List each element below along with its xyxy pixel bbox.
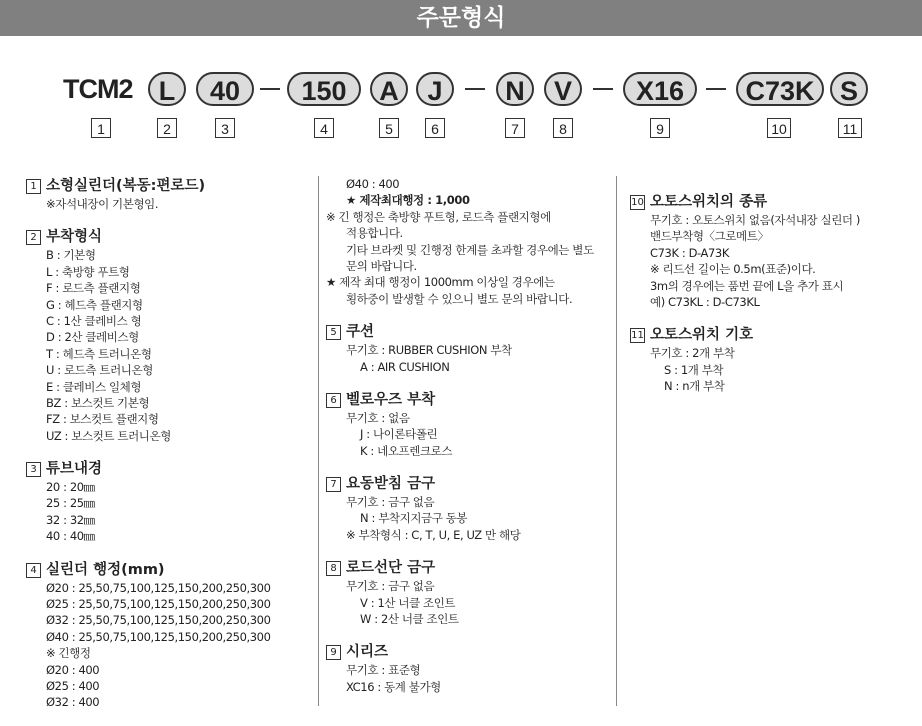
section-title: 실린더 행정(mm) [46, 561, 165, 578]
option-line: Ø32 : 400 [46, 695, 100, 710]
section-number: 10 [631, 197, 644, 208]
order-code-diagram [0, 68, 922, 138]
option-line: 무기호 : 표준형 [346, 663, 421, 678]
option-line: V : 1산 너클 조인트 [360, 595, 456, 610]
page-title: 주문형식 [0, 0, 922, 36]
segment-rod-end: V [544, 72, 582, 106]
section-title: 오토스위치 기호 [650, 327, 754, 344]
position-number: 11 [838, 118, 862, 138]
section-title: 쿠션 [346, 324, 375, 341]
column-divider [318, 176, 319, 706]
option-line: 무기호 : 2개 부착 [650, 346, 735, 361]
segment-auto-switch-type: C73K [736, 72, 824, 106]
section-title: 소형실린더(복동:편로드) [46, 178, 206, 194]
segment-bellows: J [416, 72, 454, 106]
option-line: 20 : 20㎜ [46, 480, 95, 495]
option-line: Ø40 : 400 [346, 177, 400, 191]
option-line: U : 로드측 트러니온형 [46, 363, 153, 378]
position-number: 8 [553, 118, 573, 138]
dash-separator [706, 88, 726, 90]
note-line: 예) C73KL : D-C73KL [650, 294, 760, 309]
position-number: 2 [157, 118, 177, 138]
dash-separator [465, 88, 485, 90]
option-line: UZ : 보스컷트 트러니온형 [46, 428, 171, 443]
section-title: 오토스위치의 종류 [650, 194, 768, 210]
option-line: 밴드부착형〈그로메트〉 [650, 229, 769, 244]
position-number: 10 [767, 118, 791, 138]
column-right [630, 192, 918, 410]
segment-bore: 40 [196, 72, 254, 106]
section-number: 4 [26, 563, 41, 578]
section-auto-switch-qty [630, 325, 918, 394]
option-line: 무기호 : 없음 [346, 410, 410, 425]
dash-separator [593, 88, 613, 90]
section-number: 1 [26, 179, 41, 194]
option-line: C73K : D-A73K [650, 245, 729, 260]
section-cushion [326, 322, 612, 375]
note-line: ※ 긴 행정은 축방향 푸트형, 로드측 플랜지형에 [326, 209, 551, 224]
section-number: 5 [326, 325, 341, 340]
option-line: N : 부착지지금구 동봉 [360, 511, 468, 526]
note-line: 기타 브라켓 및 긴행정 한계를 초과할 경우에는 별도 [346, 242, 594, 257]
section-title: 벨로우즈 부착 [346, 391, 436, 408]
section-bore [26, 459, 311, 545]
section-auto-switch-type [630, 192, 918, 310]
option-line: C : 1산 클레비스 형 [46, 313, 142, 328]
option-line: 무기호 : RUBBER CUSHION 부착 [346, 343, 512, 358]
option-line: 40 : 40㎜ [46, 529, 95, 544]
position-number: 6 [425, 118, 445, 138]
segment-pivot-bracket: N [496, 72, 534, 106]
section-stroke-continued [326, 176, 612, 307]
option-line: 32 : 32㎜ [46, 512, 95, 527]
section-stroke [26, 560, 311, 711]
segment-stroke: 150 [287, 72, 361, 106]
position-number: 7 [505, 118, 525, 138]
section-title: 부착형식 [46, 229, 103, 246]
section-number: 9 [326, 645, 341, 660]
section-rod-end [326, 558, 612, 627]
option-line: Ø20 : 400 [46, 662, 100, 677]
option-line: Ø32 : 25,50,75,100,125,150,200,250,300 [46, 613, 271, 628]
section-title: 튜브내경 [46, 461, 103, 478]
position-number: 9 [650, 118, 670, 138]
position-number: 3 [215, 118, 235, 138]
section-number: 11 [631, 330, 644, 342]
section-number: 3 [26, 462, 41, 477]
option-line: F : 로드측 플랜지형 [46, 281, 141, 296]
option-line: 25 : 25㎜ [46, 496, 95, 511]
section-bellows [326, 390, 612, 459]
column-divider [616, 176, 617, 706]
option-line: W : 2산 너클 조인트 [360, 612, 459, 627]
segment-cushion: A [370, 72, 408, 106]
option-line: 무기호 : 금구 없음 [346, 579, 435, 594]
section-title: 요동받침 금구 [346, 476, 436, 493]
option-line: FZ : 보스컷트 플랜지형 [46, 412, 159, 427]
position-number: 5 [379, 118, 399, 138]
option-line: L : 축방향 푸트형 [46, 264, 130, 279]
position-number: 4 [314, 118, 334, 138]
section-number: 7 [326, 477, 341, 492]
note-line: ※ 부착형식 : C, T, U, E, UZ 만 해당 [346, 527, 521, 542]
segment-series: X16 [623, 72, 697, 106]
option-line: A : AIR CUSHION [360, 359, 450, 374]
option-line: J : 나이론타폴린 [360, 427, 438, 442]
option-line: T : 헤드측 트러니온형 [46, 346, 152, 361]
note-line: ※ 리드선 길이는 0.5m(표준)이다. [650, 262, 816, 277]
section-number: 6 [326, 393, 341, 408]
model-prefix: TCM2 [63, 74, 133, 104]
section-series [326, 642, 612, 695]
column-middle [326, 176, 612, 710]
section-number: 2 [26, 230, 41, 245]
option-line: 무기호 : 오토스위치 없음(자석내장 실린더 ) [650, 213, 860, 227]
segment-mounting: L [148, 72, 186, 106]
position-number: 1 [91, 118, 111, 138]
section-pivot-bracket [326, 474, 612, 543]
section-cylinder-type [26, 176, 311, 212]
section-title: 로드선단 금구 [346, 560, 436, 577]
option-line: 무기호 : 금구 없음 [346, 495, 435, 510]
option-line: G : 헤드측 플랜지형 [46, 297, 143, 312]
note-line: 3m의 경우에는 품번 끝에 L을 추가 표시 [650, 278, 844, 293]
note-line: 횡하중이 발생할 수 있으니 별도 문의 바랍니다. [346, 291, 573, 306]
option-line: Ø25 : 400 [46, 678, 100, 693]
option-line: Ø20 : 25,50,75,100,125,150,200,250,300 [46, 580, 271, 595]
dash-separator [260, 88, 280, 90]
option-line: D : 2산 클레비스형 [46, 330, 139, 345]
section-number: 8 [326, 561, 341, 576]
segment-auto-switch-qty: S [830, 72, 868, 106]
section-mounting [26, 227, 311, 444]
column-left [26, 176, 311, 726]
option-line: N : n개 부착 [664, 379, 725, 394]
option-line: XC16 : 동계 불가형 [346, 679, 441, 694]
option-line: S : 1개 부착 [664, 362, 724, 377]
note-line: ※자석내장이 기본형임. [46, 197, 159, 211]
note-line: ★ 제작 최대 행정이 1000mm 이상일 경우에는 [326, 275, 555, 290]
section-title: 시리즈 [346, 644, 389, 661]
note-line: ※ 긴행정 [46, 646, 91, 661]
option-line: K : 네오프렌크로스 [360, 443, 453, 458]
max-stroke-line: ★ 제작최대행정 : 1,000 [346, 193, 470, 208]
option-line: E : 클레비스 일체형 [46, 379, 142, 394]
note-line: 적용합니다. [346, 226, 403, 241]
option-line: B : 기본형 [46, 248, 96, 263]
option-line: BZ : 보스컷트 기본형 [46, 395, 150, 410]
note-line: 문의 바랍니다. [346, 258, 417, 273]
option-line: Ø40 : 25,50,75,100,125,150,200,250,300 [46, 629, 271, 644]
option-line: Ø25 : 25,50,75,100,125,150,200,250,300 [46, 597, 271, 612]
